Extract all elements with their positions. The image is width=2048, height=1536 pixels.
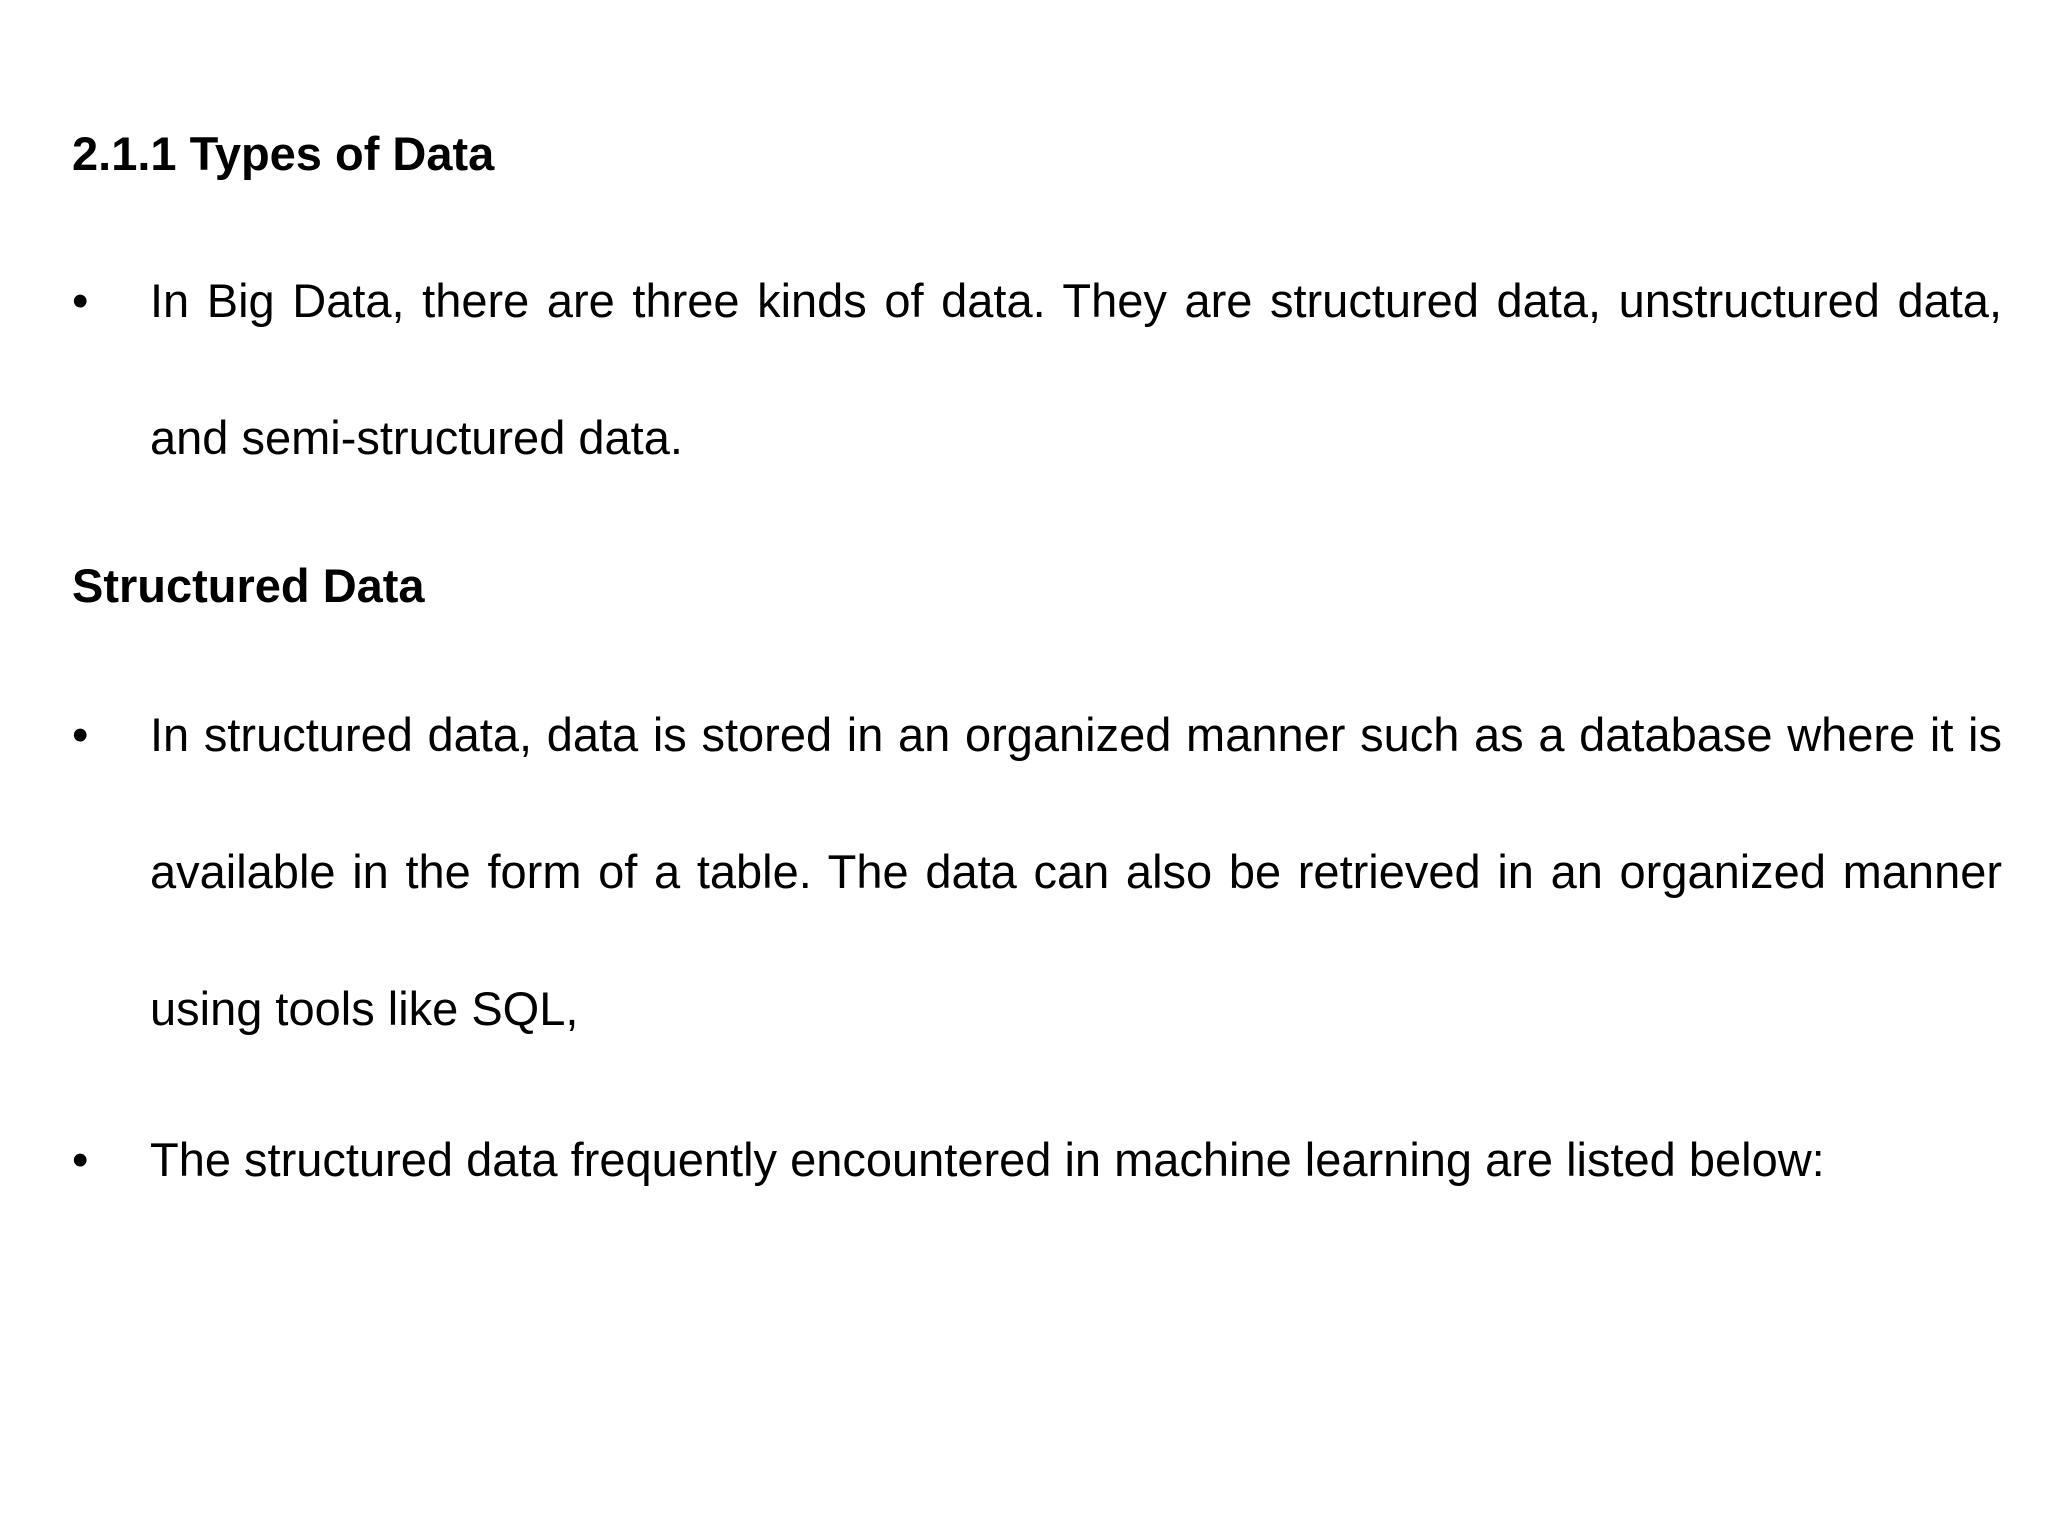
- bullet-icon: •: [72, 1133, 89, 1186]
- bullet-icon: •: [72, 274, 89, 327]
- section-heading: 2.1.1 Types of Data: [72, 127, 495, 180]
- subsection-heading: Structured Data: [72, 559, 425, 612]
- bullet-text: In structured data, data is stored in an organized manner such as a database where it is available in the form of a table. The data can also be retrieved in an organized manner using tools like SQL,: [150, 708, 2002, 1035]
- bullet-text: The structured data frequently encountered in machine learning are listed below:: [150, 1133, 1825, 1186]
- bullet-icon: •: [72, 708, 89, 761]
- bullet-text: In Big Data, there are three kinds of data. They are structured data, unstructured data, and semi-structured data.: [150, 274, 2002, 464]
